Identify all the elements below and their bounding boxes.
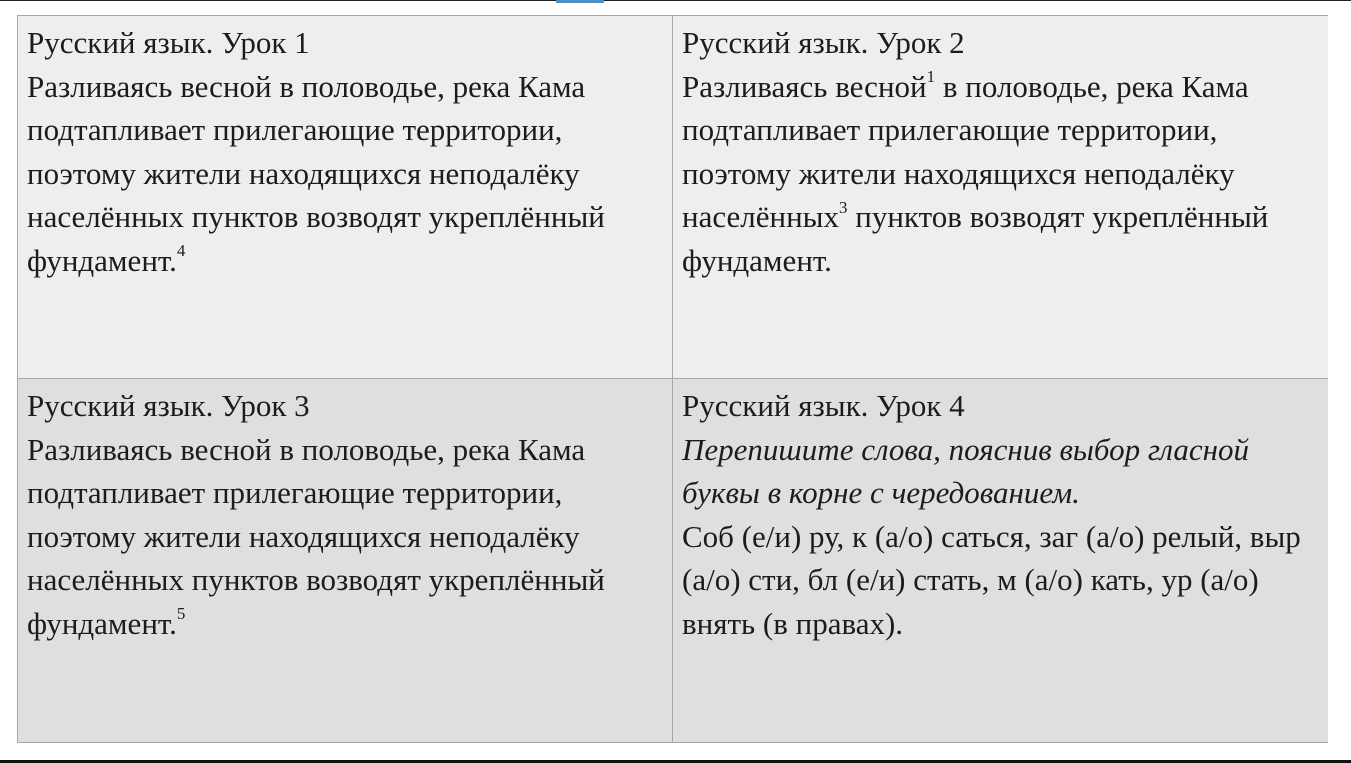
lesson-title: Русский язык. Урок 2	[682, 25, 965, 60]
lesson-title: Русский язык. Урок 1	[27, 25, 310, 60]
footnote-marker: 5	[176, 604, 186, 624]
lesson-text-part: пунктов возводят укреплённый фундамент.	[682, 199, 1269, 278]
lesson-text	[27, 65, 664, 283]
lesson-title: Русский язык. Урок 3	[27, 388, 310, 423]
lesson-title: Русский язык. Урок 4	[682, 388, 965, 423]
top-border-line	[0, 0, 1351, 1]
footnote-marker: 3	[838, 197, 848, 217]
lesson-text-content: Разливаясь весной в половодье, река Кама подтапливает прилегающие территории, поэтому жители находящихся неподалёку населённых пунктов возводят укреплённый фундамент.	[27, 68, 605, 278]
lesson-cell-2	[673, 16, 1328, 379]
lesson-text-content: Разливаясь весной в половодье, река Кама подтапливает прилегающие территории, поэтому жители находящихся неподалёку населённых пунктов возводят укреплённый фундамент.	[27, 431, 605, 641]
exercise-prompt: Перепишите слова, пояснив выбор гласной буквы в корне с чередованием.	[682, 431, 1250, 510]
lesson-text	[27, 428, 664, 646]
lesson-text	[682, 65, 1320, 283]
lesson-cell-4	[673, 379, 1328, 742]
exercise-words: Соб (е/и) ру, к (а/о) саться, заг (а/о) релый, выр (а/о) сти, бл (е/и) стать, м (а/о) кать, ур (а/о) внять (в правах).	[682, 518, 1301, 641]
lesson-cell-1	[18, 16, 673, 379]
lesson-cell-3	[18, 379, 673, 742]
top-accent-bar	[556, 0, 604, 3]
lesson-text-part: в половодье, река Кама подтапливает прилегающие территории, поэтому жители находящихся неподалёку населённых	[682, 68, 1249, 234]
footnote-marker: 1	[926, 67, 936, 87]
lesson-grid	[17, 15, 1328, 743]
lesson-text-part: Разливаясь весной	[682, 68, 927, 104]
footnote-marker: 4	[176, 241, 186, 261]
